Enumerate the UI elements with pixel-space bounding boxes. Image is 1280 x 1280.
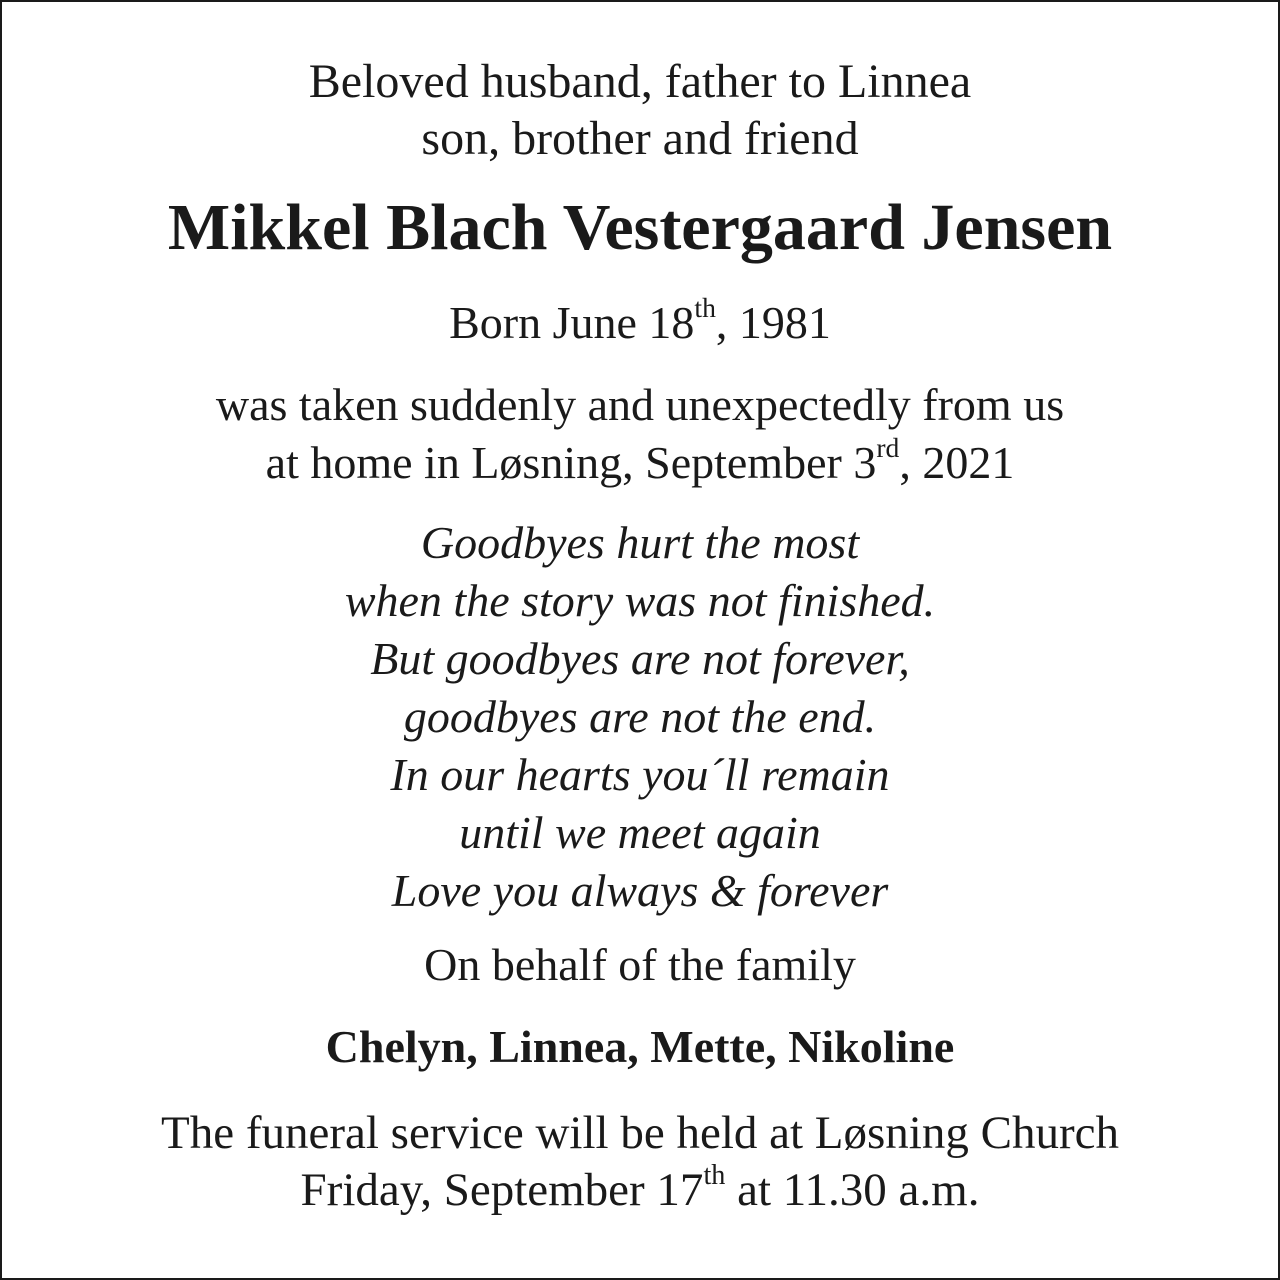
poem-line-6: until we meet again: [459, 807, 821, 858]
funeral-date-prefix: Friday, September 17: [300, 1164, 704, 1216]
poem-line-4: goodbyes are not the end.: [403, 691, 877, 742]
on-behalf-text: On behalf of the family: [424, 939, 856, 990]
family-signers: Chelyn, Linnea, Mette, Nikoline: [325, 1021, 955, 1072]
death-line-2-prefix: at home in Løsning, September 3: [265, 437, 877, 488]
funeral-date-ordinal: th: [703, 1159, 726, 1191]
poem-line-1: Goodbyes hurt the most: [420, 517, 860, 568]
poem-line-2: when the story was not finished.: [344, 575, 936, 626]
birth-date-suffix: , 1981: [715, 297, 831, 348]
funeral-line-1: The funeral service will be held at Løsning Church: [161, 1107, 1119, 1159]
death-date-ordinal: rd: [876, 432, 900, 464]
intro-line-1: Beloved husband, father to Linnea: [308, 55, 972, 108]
intro-line-2: son, brother and friend: [421, 112, 859, 165]
death-line-2-suffix: , 2021: [899, 437, 1015, 488]
death-line-1: was taken suddenly and unexpectedly from us: [215, 379, 1065, 430]
poem-line-3: But goodbyes are not forever,: [370, 633, 910, 684]
funeral-line-2: [2, 1159, 1278, 1217]
poem-line-7: Love you always & forever: [391, 865, 889, 916]
funeral-date-suffix: at 11.30 a.m.: [725, 1164, 980, 1216]
death-line-2: [2, 432, 1278, 489]
birth-date: [2, 292, 1278, 349]
poem-line-5: In our hearts you´ll remain: [390, 749, 890, 800]
birth-date-prefix: Born June 18: [449, 297, 695, 348]
birth-date-ordinal: th: [694, 292, 716, 324]
deceased-name: Mikkel Blach Vestergaard Jensen: [167, 191, 1113, 264]
